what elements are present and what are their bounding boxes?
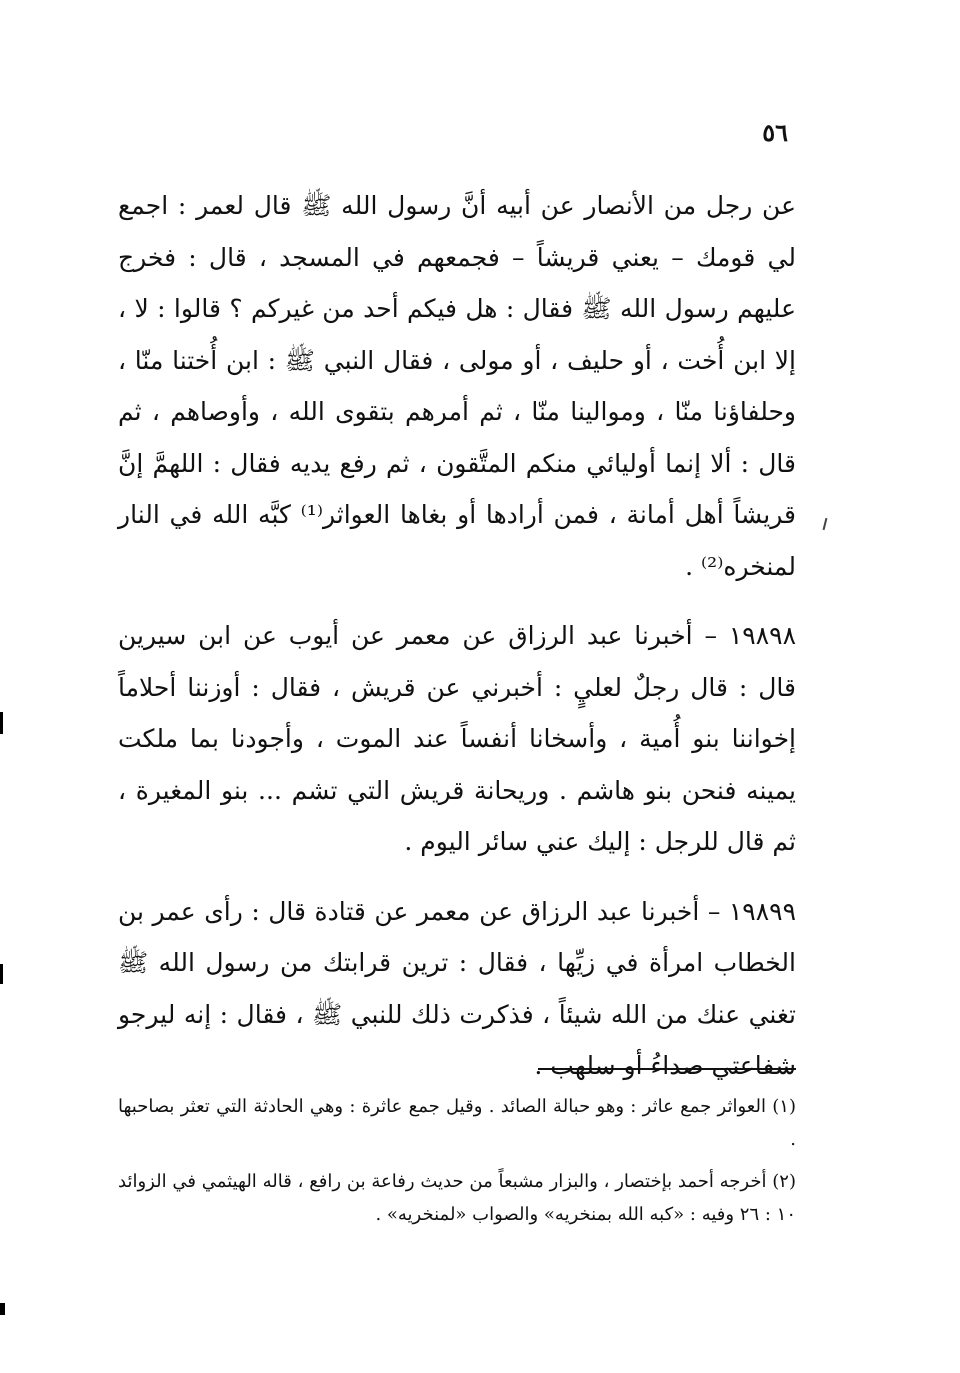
main-text [118, 180, 796, 1092]
scan-edge-mark [0, 964, 3, 984]
footnotes [118, 1090, 796, 1231]
scan-edge-mark [0, 712, 3, 734]
footnote-1: (١) العواثر جمع عاثر : وهو حبالة الصائد . وقيل جمع عاثرة : وهي الحادثة التي تعثر بصاحبها . [118, 1096, 796, 1150]
paragraph-hadith-19898: ١٩٨٩٨ – أخبرنا عبد الرزاق عن معمر عن أيوب عن ابن سيرين قال : قال رجلٌ لعليٍ : أخبرني عن قريش ، فقال : أوزننا أحلاماً إخواننا بنو أُمية ، وأسخانا أنفساً عند الموت ، وأجودنا بما ملكت يمينه فنحن بنو هاشم . وريحانة قريش التي تشم ... بنو المغيرة ، ثم قال للرجل : إليك عني سائر اليوم . [118, 621, 796, 856]
paragraph-hadith-continuation: عن رجل من الأنصار عن أبيه أنَّ رسول الله ﷺ قال لعمر : اجمع لي قومك – يعني قريشاً – فجمعهم في المسجد ، قال : فخرج عليهم رسول الله ﷺ فقال : هل فيكم أحد من غيركم ؟ قالوا : لا ، إلا ابن أُخت ، أو حليف ، أو مولى ، فقال النبي ﷺ : ابن أُختنا منّا ، وحلفاؤنا منّا ، وموالينا منّا ، ثم أمرهم بتقوى الله ، وأوصاهم ، ثم قال : ألا إنما أوليائي منكم المتَّقون ، ثم رفع يديه فقال : اللهمَّ إنَّ قريشاً أهل أمانة ، فمن أرادها أو بغاها العواثر⁽¹⁾ كبَّه الله في النار لمنخره⁽²⁾ . [118, 191, 796, 581]
paragraph-hadith-19899: ١٩٨٩٩ – أخبرنا عبد الرزاق عن معمر عن قتادة قال : رأى عمر بن الخطاب امرأة في زيِّها ، فقال : ترين قرابتك من رسول الله ﷺ تغني عنك من الله شيئاً ، فذكرت ذلك للنبي ﷺ ، فقال : إنه ليرجو شفاعتي صداءُ أو سلهب . [118, 896, 796, 1080]
footnote-2: (٢) أخرجه أحمد بإختصار ، والبزار مشبعاً من حديث رفاعة بن رافع ، قاله الهيثمي في الزوائد ١٠ : ٢٦ وفيه : «كبه الله بمنخريه» والصواب «لمنخريه» . [118, 1171, 796, 1225]
footnote-divider [538, 1068, 796, 1070]
scan-edge-mark [0, 1303, 5, 1315]
page-number: ٥٦ [762, 118, 788, 147]
scan-speck [823, 518, 828, 530]
